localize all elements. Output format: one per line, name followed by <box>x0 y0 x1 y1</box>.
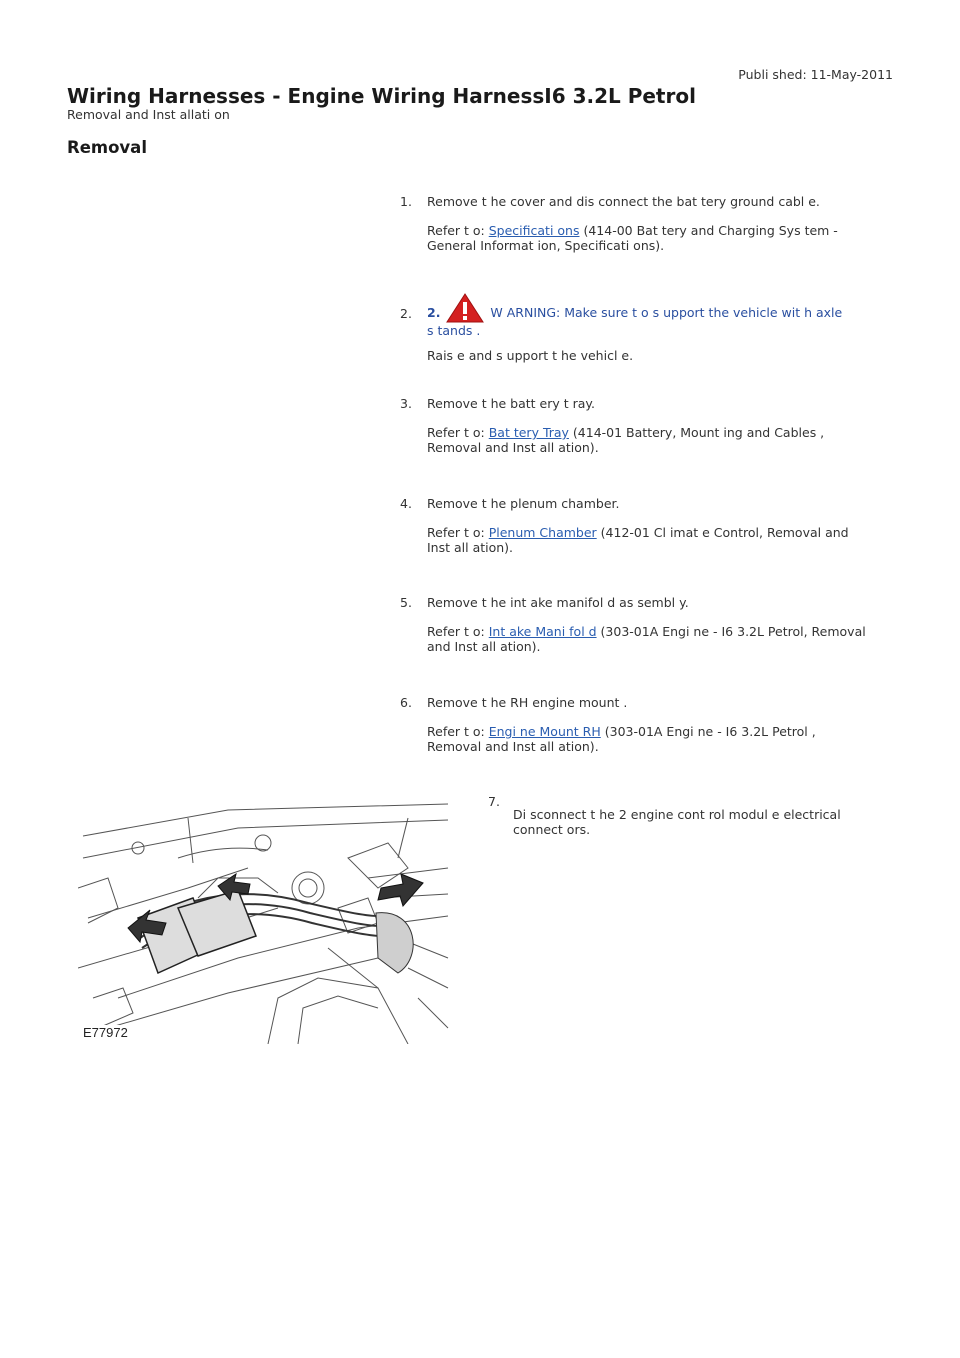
reference-link-battery-tray[interactable]: Bat tery Tray <box>488 425 569 440</box>
page-subtitle: Removal and Inst allati on <box>67 107 230 122</box>
step-text: Di sconnect t he 2 engine cont rol modul e electrical connect ors. <box>513 806 841 837</box>
published-date: Publi shed: 11-May-2011 <box>738 67 893 82</box>
step-number: 2. <box>400 306 412 321</box>
step-2 <box>400 293 890 363</box>
step-text: Rais e and s upport t he vehicl e. <box>427 348 634 363</box>
page-title: Wiring Harnesses - Engine Wiring HarnessI6 3.2L Petrol <box>67 84 696 108</box>
step-number: 3. <box>400 396 412 411</box>
step-number: 4. <box>400 496 412 511</box>
step-6 <box>400 695 890 754</box>
reference-link-specifications[interactable]: Specificati ons <box>488 223 580 238</box>
step-3 <box>400 396 890 455</box>
engine-harness-illustration-icon <box>78 798 456 1044</box>
step-4 <box>400 496 890 555</box>
step-reference: Refer t o: Specificati ons (414-00 Bat tery and Charging Sys tem - General Informat ion, Specificati ons). <box>427 223 838 253</box>
step-text: Remove t he cover and dis connect the bat tery ground cabl e. <box>427 194 820 209</box>
reference-link-intake-manifold[interactable]: Int ake Mani fol d <box>488 624 597 639</box>
warning-text: 2. W ARNING: Make sure t o s upport the vehicle wit h axle s tands . <box>427 293 890 338</box>
step-number: 1. <box>400 194 412 209</box>
step-reference: Refer t o: Bat tery Tray (414-01 Battery, Mount ing and Cables , Removal and Inst all ation). <box>427 425 825 455</box>
engine-harness-figure <box>78 798 456 1044</box>
step-1 <box>400 194 890 253</box>
warning-triangle-icon <box>446 293 484 323</box>
step-7 <box>488 794 888 849</box>
step-text: Remove t he plenum chamber. <box>427 496 620 511</box>
step-number: 7. <box>488 794 500 809</box>
step-number: 6. <box>400 695 412 710</box>
step-5 <box>400 595 890 654</box>
step-reference: Refer t o: Engi ne Mount RH (303-01A Engi ne - I6 3.2L Petrol , Removal and Inst all ation). <box>427 724 816 754</box>
step-text: Remove t he int ake manifol d as sembl y. <box>427 595 689 610</box>
step-reference: Refer t o: Plenum Chamber (412-01 Cl imat e Control, Removal and Inst all ation). <box>427 525 849 555</box>
step-number: 5. <box>400 595 412 610</box>
reference-link-engine-mount-rh[interactable]: Engi ne Mount RH <box>488 724 601 739</box>
step-text: Remove t he RH engine mount . <box>427 695 628 710</box>
figure-id-label: E77972 <box>83 1025 128 1040</box>
reference-link-plenum-chamber[interactable]: Plenum Chamber <box>488 525 597 540</box>
step-text: Remove t he batt ery t ray. <box>427 396 595 411</box>
step-reference: Refer t o: Int ake Mani fol d (303-01A Engi ne - I6 3.2L Petrol, Removal and Inst all ation). <box>427 624 866 654</box>
section-heading: Removal <box>67 138 147 157</box>
